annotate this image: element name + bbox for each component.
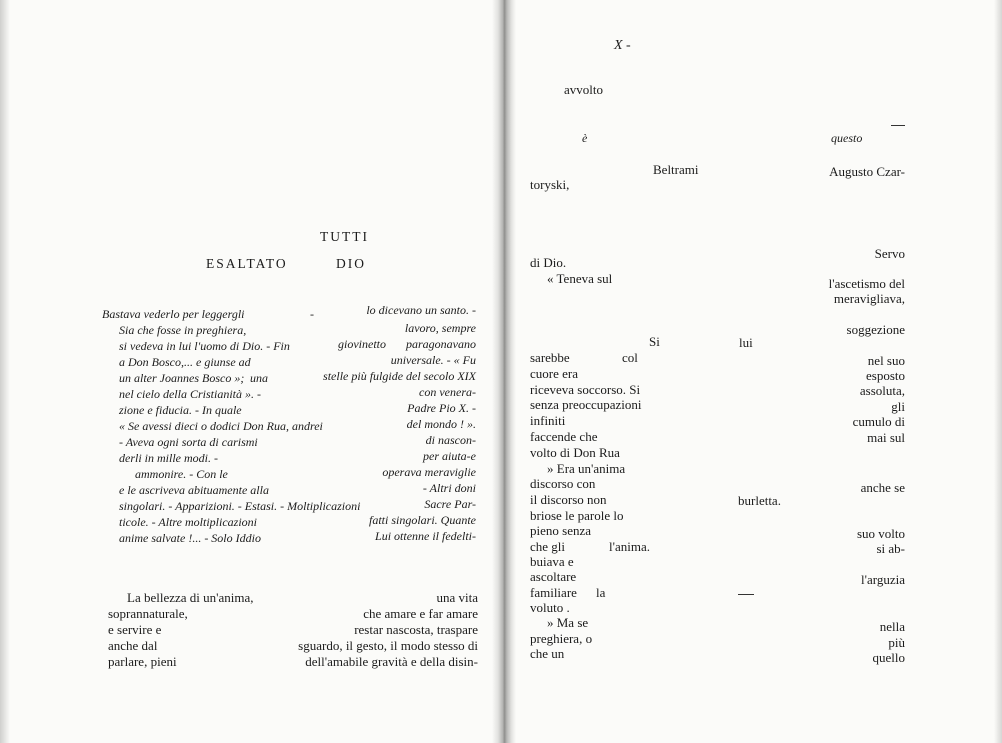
summary-line-mid: una [250, 371, 268, 385]
body-line: parlare, pieni [108, 654, 177, 669]
text-fragment: questo [831, 131, 863, 145]
summary-line-right: fatti singolari. Quante [368, 513, 476, 527]
text-fragment: che gli [530, 539, 566, 554]
body-line: anche dal [108, 638, 158, 653]
text-fragment: » Era un'anima [547, 461, 626, 476]
summary-line-right: stelle più fulgide del secolo XIX [323, 369, 476, 383]
summary-line: ticole. - Altre moltiplicazioni [119, 515, 257, 529]
text-fragment: anche se [860, 480, 905, 495]
body-line-right: sguardo, il gesto, il modo stesso di [298, 638, 478, 653]
text-fragment: cumulo di [852, 414, 905, 429]
summary-line-right: del mondo ! ». [406, 417, 476, 431]
dash-mark [738, 594, 754, 595]
dash-mark [891, 125, 905, 126]
text-fragment: Servo [874, 246, 905, 261]
text-fragment: ascoltare [530, 569, 577, 584]
text-fragment: voluto . [530, 600, 570, 615]
summary-line-right: con venera- [419, 385, 476, 399]
text-fragment: toryski, [530, 177, 570, 192]
summary-line-right: Padre Pio X. - [407, 401, 476, 415]
summary-line-mid: giovinetto [338, 337, 386, 351]
summary-line: singolari. - Apparizioni. - Estasi. - Moltiplicazioni [119, 499, 361, 513]
text-fragment: quello [872, 650, 905, 665]
summary-line: anime salvate !... - Solo Iddio [119, 531, 261, 545]
page-edge-left [0, 0, 10, 743]
summary-line: ammonire. - Con le [135, 467, 228, 481]
chapter-heading-word-1: ESALTATO [206, 256, 288, 271]
chapter-heading-line1: TUTTI [320, 229, 369, 244]
summary-line: nel cielo della Cristianità ». - [119, 387, 261, 401]
text-fragment: discorso con [530, 476, 596, 491]
text-fragment: preghiera, o [530, 631, 593, 646]
text-fragment: Beltrami [653, 162, 699, 177]
page-number: X - [614, 38, 631, 53]
book-gutter [492, 0, 516, 743]
text-fragment: senza preoccupazioni [530, 397, 642, 412]
text-fragment: nel suo [867, 353, 905, 368]
chapter-heading-word-2: DIO [336, 256, 366, 271]
body-line: soprannaturale, [108, 606, 188, 621]
summary-line: - Aveva ogni sorta di carismi [119, 435, 258, 449]
summary-line-right: Lui ottenne il fedelti- [375, 529, 476, 543]
text-fragment: di Dio. [530, 255, 567, 270]
text-fragment: l'ascetismo del [828, 276, 905, 291]
text-fragment: che un [530, 646, 565, 661]
summary-line-right: universale. - « Fu [390, 353, 476, 367]
text-fragment: Si [649, 334, 660, 349]
summary-line: « Se avessi dieci o dodici Don Rua, andrei [119, 419, 323, 433]
text-fragment: » Ma se [547, 615, 589, 630]
text-fragment: l'arguzia [861, 572, 905, 587]
text-fragment: meravigliava, [833, 291, 905, 306]
page-edge-right [994, 0, 1002, 743]
text-fragment: volto di Don Rua [530, 445, 620, 460]
summary-line-right: per aiuta-e [423, 449, 476, 463]
text-fragment: buiava e [530, 554, 574, 569]
summary-line-right: - Altri doni [422, 481, 476, 495]
summary-line-right: lavoro, sempre [404, 321, 476, 335]
summary-line: derli in mille modi. - [119, 451, 218, 465]
text-fragment: sarebbe [530, 350, 570, 365]
summary-line: si vedeva in lui l'uomo di Dio. - Fin [119, 339, 290, 353]
summary-line-right: operava meraviglie [382, 465, 476, 479]
text-fragment: lui [739, 335, 753, 350]
text-fragment: si ab- [876, 541, 905, 556]
body-line-right: che amare e far amare [363, 606, 478, 621]
text-fragment: burletta. [738, 493, 781, 508]
summary-line-right: lo dicevano un santo. - [366, 303, 476, 317]
text-fragment: il discorso non [530, 492, 607, 507]
summary-line-right: Sacre Par- [424, 497, 476, 511]
text-fragment: cuore era [530, 366, 578, 381]
text-fragment: l'anima. [609, 539, 650, 554]
text-fragment: gli [891, 399, 905, 414]
text-fragment: familiare [530, 585, 577, 600]
text-fragment: avvolto [564, 82, 603, 97]
summary-line: Sia che fosse in preghiera, [119, 323, 247, 337]
text-fragment: suo volto [856, 526, 905, 541]
body-line-right: dell'amabile gravità e della disin- [305, 654, 478, 669]
text-fragment: faccende che [530, 429, 598, 444]
text-fragment: riceveva soccorso. Si [530, 382, 641, 397]
text-fragment: mai sul [867, 430, 905, 445]
summary-line: zione e fiducia. - In quale [119, 403, 242, 417]
text-fragment: pieno senza [530, 523, 592, 538]
summary-line: e le ascriveva abituamente alla [119, 483, 269, 497]
body-line: La bellezza di un'anima, [127, 590, 254, 605]
body-line-right: una vita [436, 590, 478, 605]
text-fragment: « Teneva sul [547, 271, 613, 286]
summary-line-right: di nascon- [425, 433, 476, 447]
text-fragment: col [622, 350, 638, 365]
text-fragment: più [888, 635, 905, 650]
body-line-right: restar nascosta, traspare [354, 622, 478, 637]
text-fragment: la [596, 585, 606, 600]
text-fragment: è [582, 131, 588, 145]
summary-line: a Don Bosco,... e giunse ad [119, 355, 251, 369]
summary-line: un alter Joannes Bosco »; [119, 371, 245, 385]
text-fragment: soggezione [846, 322, 905, 337]
text-fragment: Augusto Czar- [829, 164, 905, 179]
summary-line: Bastava vederlo per leggergli [102, 307, 245, 321]
text-fragment: infiniti [530, 413, 566, 428]
text-fragment: nella [879, 619, 905, 634]
summary-line-mid: - [310, 307, 314, 321]
text-fragment: esposto [866, 368, 905, 383]
summary-line-right: paragonavano [406, 337, 476, 351]
body-line: e servire e [108, 622, 162, 637]
text-fragment: briose le parole lo [530, 508, 624, 523]
text-fragment: assoluta, [859, 383, 905, 398]
